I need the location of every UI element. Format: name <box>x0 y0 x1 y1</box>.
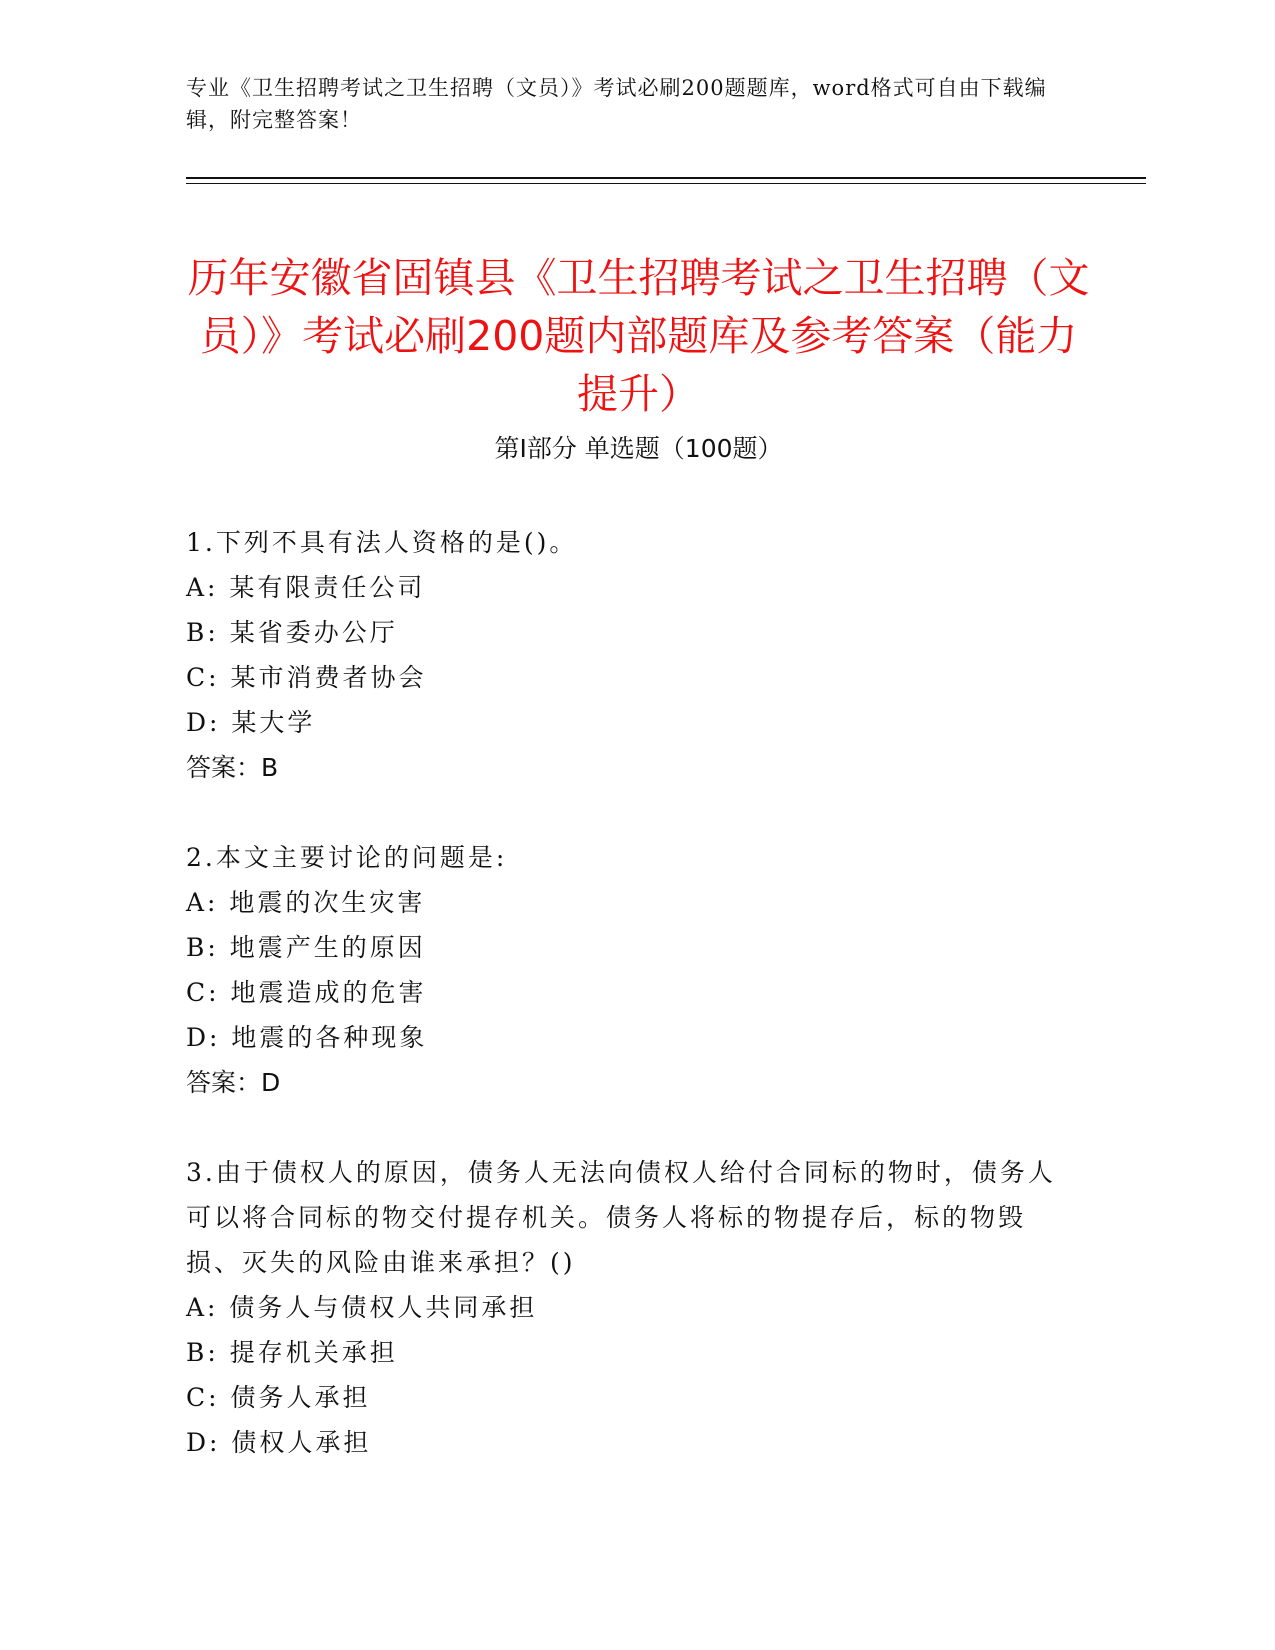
answer: 答案：B <box>186 753 279 782</box>
question-2 <box>186 835 1066 1105</box>
option-b: B: 提存机关承担 <box>186 1338 398 1367</box>
header-rule-thick <box>186 177 1146 179</box>
answer: 答案：D <box>186 1068 281 1097</box>
question-stem: 3.由于债权人的原因，债务人无法向债权人给付合同标的物时，债务人可以将合同标的物交付提存机关。债务人将标的物提存后，标的物毁损、灭失的风险由谁来承担？() <box>186 1158 1056 1277</box>
header-rule-thin <box>186 183 1146 184</box>
question-1 <box>186 520 1066 790</box>
option-c: C: 某市消费者协会 <box>186 663 427 692</box>
question-stem: 2.本文主要讨论的问题是: <box>186 843 508 872</box>
option-b: B: 某省委办公厅 <box>186 618 398 647</box>
header-note: 专业《卫生招聘考试之卫生招聘（文员）》考试必刷200题题库，word格式可自由下载编辑，附完整答案！ <box>186 76 1047 132</box>
option-a: A: 地震的次生灾害 <box>186 888 426 917</box>
option-c: C: 债务人承担 <box>186 1383 371 1412</box>
option-b: B: 地震产生的原因 <box>186 933 426 962</box>
option-d: D: 某大学 <box>186 708 316 737</box>
option-c: C: 地震造成的危害 <box>186 978 427 1007</box>
option-d: D: 地震的各种现象 <box>186 1023 428 1052</box>
section-title: 第Ⅰ部分 单选题（100题） <box>494 434 783 463</box>
question-3 <box>186 1150 1066 1465</box>
option-a: A: 债务人与债权人共同承担 <box>186 1293 538 1322</box>
question-list <box>186 520 1066 1510</box>
option-d: D: 债权人承担 <box>186 1428 372 1457</box>
question-stem: 1.下列不具有法人资格的是()。 <box>186 528 578 557</box>
document-title: 历年安徽省固镇县《卫生招聘考试之卫生招聘（文员）》考试必刷200题内部题库及参考答案（能力提升） <box>187 254 1090 419</box>
option-a: A: 某有限责任公司 <box>186 573 426 602</box>
